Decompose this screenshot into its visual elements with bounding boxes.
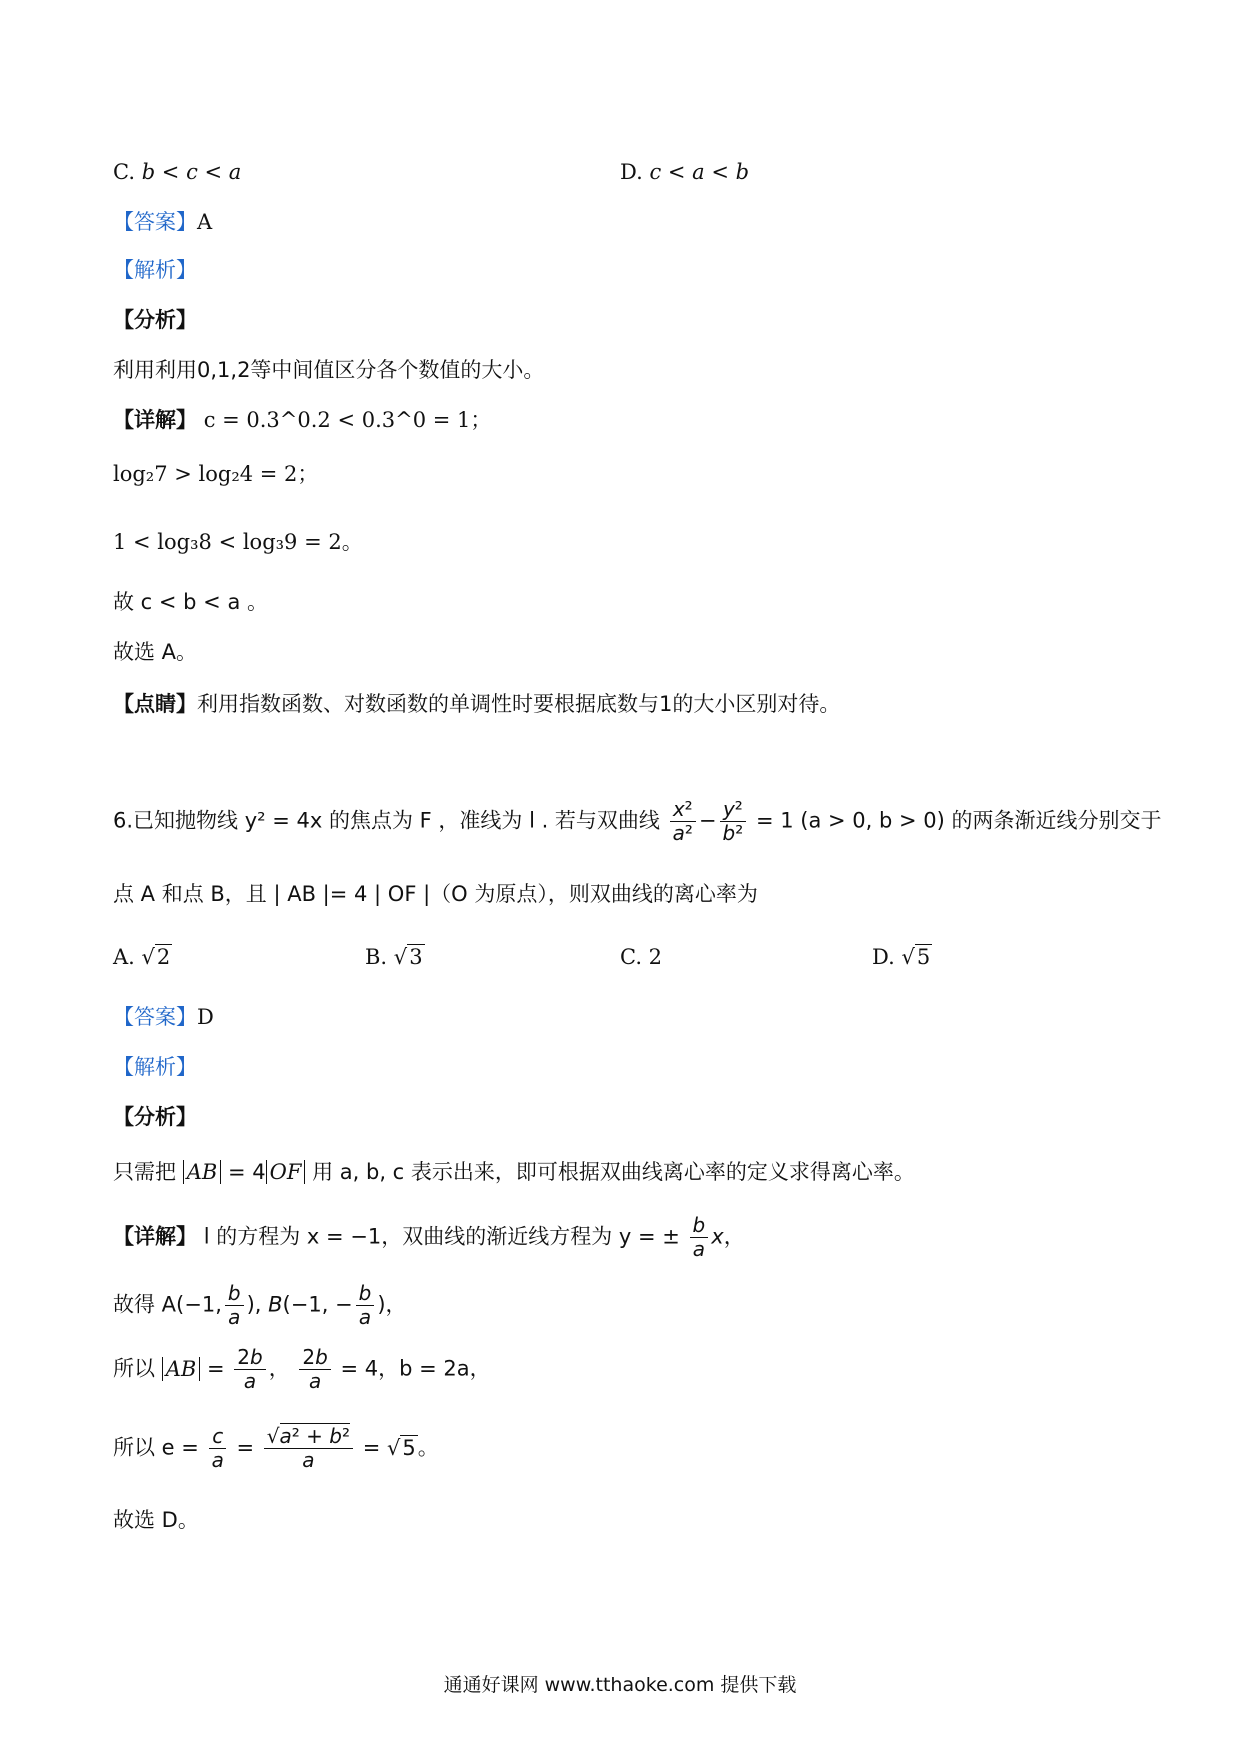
frac-y2-b2: $\frac{\text{y²}}{\text{b²}}$	[720, 798, 747, 845]
suoyi1-text: 所以	[113, 1356, 155, 1381]
q5-choose: 故选 A。	[113, 640, 198, 664]
stem-part2: = 1 (a > 0, b > 0) 的两条渐近线分别交于	[755, 808, 1162, 833]
q6-option-b-value: 3	[409, 945, 423, 969]
q5-detail-line1	[113, 408, 491, 433]
frac-sqrt-a: $\frac{\text{√a² + b²}}{a}$	[264, 1425, 353, 1472]
frac-x2-a2: $\frac{\text{x²}}{\text{a²}}$	[670, 798, 696, 845]
q5-fenxi-tag: 【分析】	[113, 308, 197, 332]
abs-of: OF	[266, 1160, 306, 1184]
fenxi-pre: 只需把	[113, 1160, 176, 1184]
abs-ab: AB	[162, 1357, 201, 1381]
q6-suoyi2: 所以 e = $\frac{c}{a}$ = $\frac{\text{√a² + b²}}{a}$ = √5。	[113, 1424, 439, 1472]
q5-detail-line2: log₂7 > log₂4 = 2；	[113, 462, 319, 486]
q6-fenxi-tag: 【分析】	[113, 1105, 197, 1129]
frac-2b-a: $\frac{2b}{a}$	[299, 1346, 330, 1393]
answer-tag: 【答案】	[113, 1005, 197, 1029]
stem-part1: 6.已知抛物线 y² = 4x 的焦点为 F ，准线为 l . 若与双曲线	[113, 808, 660, 833]
sqrt-icon: √5	[386, 1435, 416, 1460]
q6-option-b	[365, 945, 425, 969]
sqrt-icon: √3	[393, 945, 423, 969]
detail-tag: 【详解】	[113, 408, 197, 432]
q6-option-d-value: 5	[916, 945, 931, 969]
q6-option-a-value: 2	[156, 945, 171, 969]
option-d	[620, 160, 749, 184]
fenxi-post: 用 a, b, c 表示出来，即可根据双曲线离心率的定义求得离心率。	[312, 1160, 915, 1184]
sqrt-icon: √2	[141, 945, 171, 969]
suoyi1-mid: = 4，b = 2a，	[340, 1356, 491, 1381]
option-d-label: D.	[620, 160, 643, 184]
q6-stem-line1: 6.已知抛物线 y² = 4x 的焦点为 F ，准线为 l . 若与双曲线 $\frac{\text{x²}}{\text{a²}}$ − $\frac{\text{y²}}{\text{b²}}$ = 1 (a > 0, b > 0) 的两条渐近线分别交于	[113, 797, 1162, 845]
frac-b-a: $\frac{b}{a}$	[690, 1214, 709, 1261]
frac-2b-a: $\frac{2b}{a}$	[234, 1346, 265, 1393]
option-c	[113, 160, 241, 184]
q5-dianjing	[113, 692, 840, 717]
points-text: 故得 A(−1,	[113, 1292, 222, 1317]
q5-analysis-tag: 【解析】	[113, 258, 197, 282]
frac-b-a: $\frac{b}{a}$	[225, 1282, 244, 1329]
dianjing-tag: 【点睛】	[113, 692, 197, 716]
option-c-label: C.	[113, 160, 135, 184]
q5-detail-line3: 1 < log₃8 < log₃9 = 2。	[113, 530, 363, 554]
q5-conclusion: 故 c < b < a 。	[113, 590, 268, 614]
q6-suoyi1: 所以 AB = $\frac{2b}{a}$ ， $\frac{2b}{a}$ = 4，b = 2a，	[113, 1345, 491, 1393]
answer-tag: 【答案】	[113, 210, 197, 234]
q6-option-c: C. 2	[620, 945, 663, 969]
dianjing-text: 利用指数函数、对数函数的单调性时要根据底数与1的大小区别对待。	[197, 692, 841, 716]
detail-tag: 【详解】	[113, 1224, 197, 1249]
q6-analysis-tag: 【解析】	[113, 1055, 197, 1079]
q6-stem-line2: 点 A 和点 B，且 | AB |= 4 | OF |（O 为原点），则双曲线的离心率为	[113, 882, 758, 906]
frac-c-a: $\frac{c}{a}$	[209, 1425, 227, 1472]
option-d-math: c < a < b	[649, 160, 750, 184]
q6-option-a	[113, 945, 172, 969]
frac-b-a: $\frac{b}{a}$	[356, 1282, 375, 1329]
q5-answer	[113, 210, 212, 235]
q5-fenxi-text: 利用利用0,1,2等中间值区分各个数值的大小。	[113, 358, 545, 382]
q6-answer	[113, 1005, 214, 1030]
detail-line1-text: l 的方程为 x = −1，双曲线的渐近线方程为 y = ±	[203, 1224, 680, 1249]
footer: 通通好课网 www.tthaoke.com 提供下载	[443, 1674, 797, 1696]
abs-ab: AB	[183, 1160, 222, 1184]
q6-points: 故得 A(−1, $\frac{b}{a}$ ), B(−1, − $\frac{b}{a}$ )，	[113, 1281, 407, 1329]
q6-detail-line1: 【详解】 l 的方程为 x = −1，双曲线的渐近线方程为 y = ± $\frac{b}{a}$ x，	[113, 1213, 745, 1261]
q6-option-b-label: B.	[365, 945, 388, 969]
q6-option-d	[872, 945, 932, 969]
suoyi2-text: 所以 e =	[113, 1435, 199, 1460]
q6-option-a-label: A.	[113, 945, 135, 969]
q6-fenxi-text: 只需把 AB = 4 OF 用 a, b, c 表示出来，即可根据双曲线离心率的定义求得离心率。	[113, 1160, 915, 1184]
q6-option-d-label: D.	[872, 945, 895, 969]
answer-value: D	[197, 1005, 214, 1029]
option-c-math: b < c < a	[141, 160, 242, 184]
sqrt-icon: √5	[901, 945, 931, 969]
q6-choose: 故选 D。	[113, 1508, 199, 1532]
answer-value: A	[197, 210, 213, 234]
detail-line1-math: c = 0.3^0.2 < 0.3^0 = 1；	[203, 408, 492, 432]
